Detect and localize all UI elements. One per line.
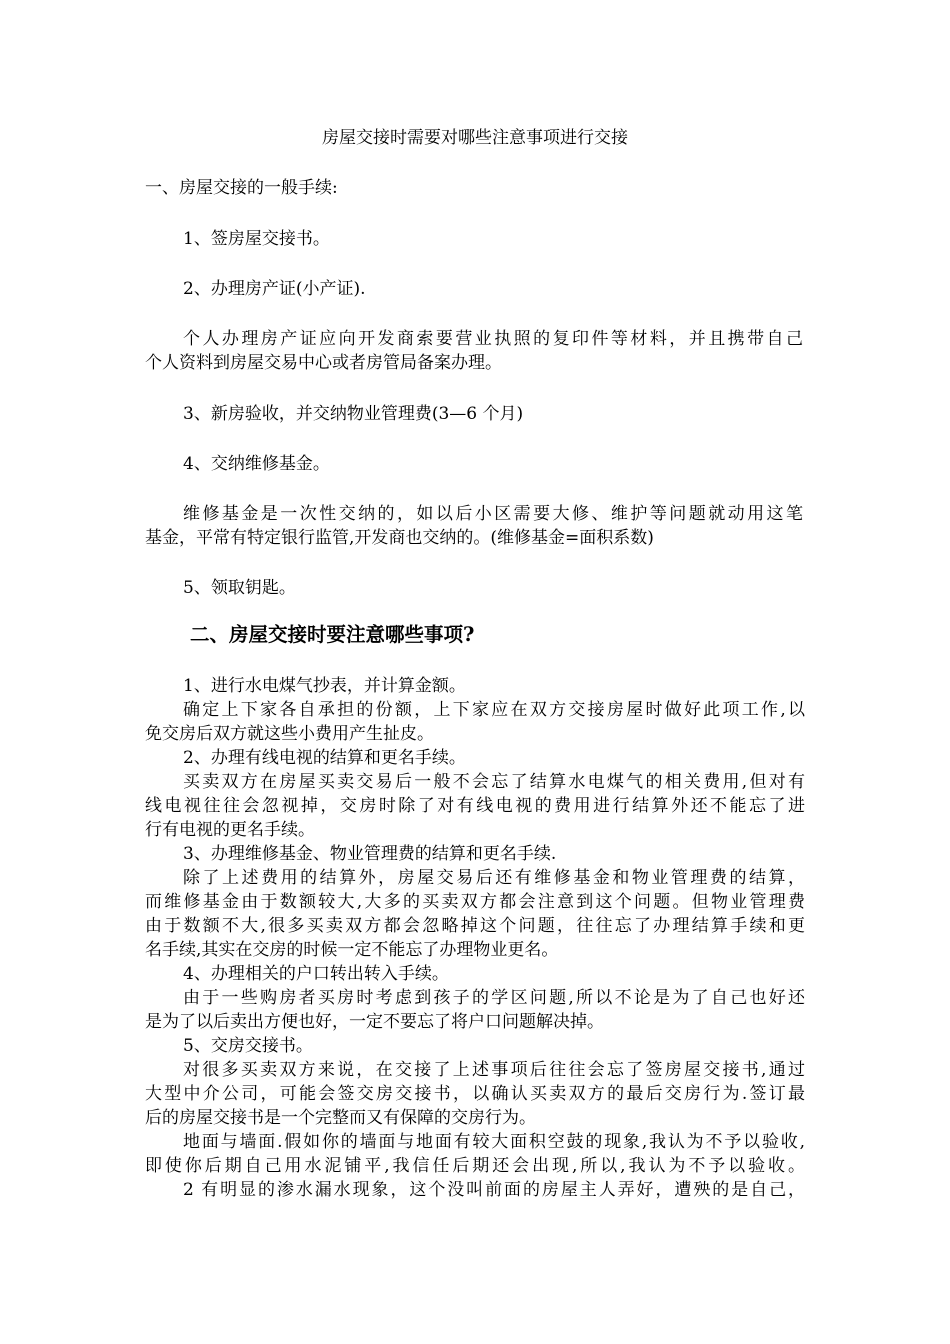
section1-paragraph-1-line-2: 个人资料到房屋交易中心或者房管局备案办理。 (145, 353, 502, 373)
section2-line: 后的房屋交接书是一个完整而又有保障的交房行为。 (145, 1108, 536, 1128)
section2-line: 对很多买卖双方来说，在交接了上述事项后往往会忘了签房屋交接书,通过 (183, 1060, 805, 1080)
section2-line: 大型中介公司，可能会签交房交接书，以确认买卖双方的最后交房行为.签订最 (145, 1084, 805, 1104)
section2-heading: 二、房屋交接时要注意哪些事项? (190, 623, 475, 646)
section2-line: 由于一些购房者买房时考虑到孩子的学区问题,所以不论是为了自己也好还 (183, 988, 805, 1008)
section1-paragraph-2-line-1: 维修基金是一次性交纳的，如以后小区需要大修、维护等问题就动用这笔 (183, 504, 803, 524)
section2-line: 4、办理相关的户口转出转入手续。 (183, 964, 449, 984)
section2-line: 3、办理维修基金、物业管理费的结算和更名手续. (183, 844, 557, 864)
section2-line: 由于数额不大,很多买卖双方都会忽略掉这个问题，往往忘了办理结算手续和更 (145, 916, 805, 936)
section1-paragraph-2-line-2: 基金，平常有特定银行监管,开发商也交纳的。(维修基金=面积系数) (145, 528, 654, 548)
section1-paragraph-1-line-1: 个人办理房产证应向开发商索要营业执照的复印件等材料，并且携带自己 (183, 329, 803, 349)
section2-line: 即使你后期自己用水泥铺平,我信任后期还会出现,所以,我认为不予以验收。 (145, 1156, 805, 1176)
section2-line: 而维修基金由于数额较大,大多的买卖双方都会注意到这个问题。但物业管理费 (145, 892, 805, 912)
section2-line: 行有电视的更名手续。 (145, 820, 315, 840)
section1-item-3: 3、新房验收，并交纳物业管理费(3—6 个月) (183, 404, 524, 424)
section2-line: 免交房后双方就这些小费用产生扯皮。 (145, 724, 434, 744)
section2-line: 5、交房交接书。 (183, 1036, 313, 1056)
section2-line: 1、进行水电煤气抄表，并计算金额。 (183, 676, 466, 696)
section2-line: 除了上述费用的结算外，房屋交易后还有维修基金和物业管理费的结算， (183, 868, 805, 888)
section2-line: 2、办理有线电视的结算和更名手续。 (183, 748, 466, 768)
section2-line: 2 有明显的渗水漏水现象，这个没叫前面的房屋主人弄好，遭殃的是自己， (183, 1180, 805, 1200)
document-title: 房屋交接时需要对哪些注意事项进行交接 (322, 128, 628, 148)
section1-heading: 一、房屋交接的一般手续: (145, 178, 338, 198)
section2-line: 确定上下家各自承担的份额，上下家应在双方交接房屋时做好此项工作,以 (183, 700, 805, 720)
section2-line: 线电视往往会忽视掉，交房时除了对有线电视的费用进行结算外还不能忘了进 (145, 796, 805, 816)
section2-line: 名手续,其实在交房的时候一定不能忘了办理物业更名。 (145, 940, 559, 960)
section1-item-4: 4、交纳维修基金。 (183, 454, 330, 474)
section2-line: 买卖双方在房屋买卖交易后一般不会忘了结算水电煤气的相关费用,但对有 (183, 772, 805, 792)
section1-item-5: 5、领取钥匙。 (183, 578, 296, 598)
section1-item-2: 2、办理房产证(小产证). (183, 279, 366, 299)
section2-line: 是为了以后卖出方便也好，一定不要忘了将户口问题解决掉。 (145, 1012, 604, 1032)
section2-line: 地面与墙面.假如你的墙面与地面有较大面积空鼓的现象,我认为不予以验收, (183, 1132, 805, 1152)
section1-item-1: 1、签房屋交接书。 (183, 229, 330, 249)
